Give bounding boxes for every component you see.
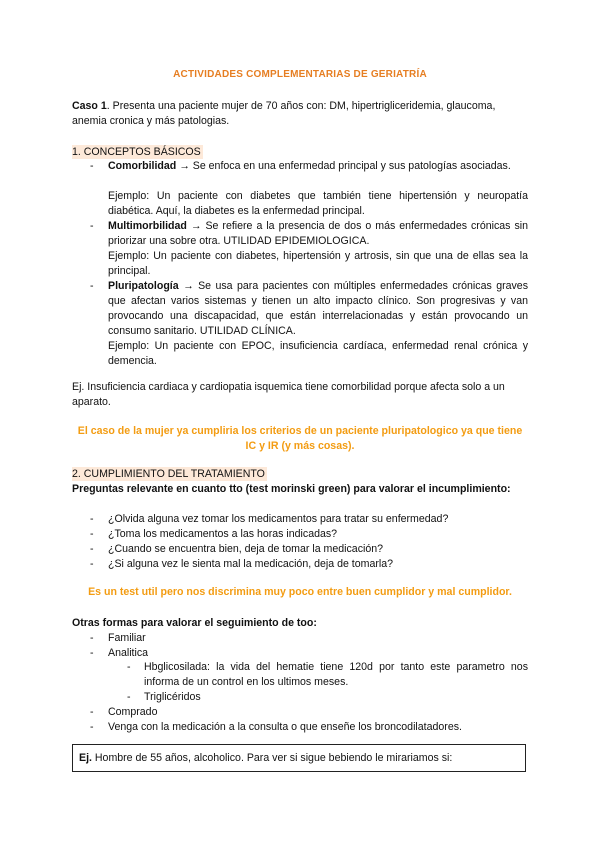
question-item: ¿Toma los medicamentos a las horas indicadas? bbox=[108, 528, 338, 540]
other-trigliceridos: Triglicéridos bbox=[144, 691, 201, 703]
bullet-dash: - bbox=[90, 647, 94, 659]
bullet-dash: - bbox=[90, 706, 94, 718]
other-venga: Venga con la medicación a la consulta o que enseñe los broncodilatadores. bbox=[108, 721, 462, 733]
question-item: ¿Cuando se encuentra bien, deja de tomar la medicación? bbox=[108, 543, 384, 555]
bullet-dash: - bbox=[90, 721, 94, 733]
question-item: ¿Si alguna vez le sienta mal la medicación, deja de tomarla? bbox=[108, 558, 394, 570]
example-box-label: Ej. bbox=[79, 752, 92, 764]
section1-highlight: El caso de la mujer ya cumpliria los criterios de un paciente pluripatologico ya que tiene IC y IR (y más cosas). bbox=[77, 425, 523, 452]
pluripatologia-term: Pluripatología bbox=[108, 280, 179, 292]
case1-label: Caso 1 bbox=[72, 100, 107, 112]
bullet-dash: - bbox=[127, 661, 131, 673]
example-box-text bbox=[79, 751, 452, 765]
section2-highlight: Es un test util pero nos discrimina muy poco entre buen cumplidor y mal cumplidor. bbox=[88, 586, 512, 598]
case1-text: . Presenta una paciente mujer de 70 años con: DM, hipertrigliceridemia, glaucoma, anemia cronica y más patologias. bbox=[72, 100, 496, 127]
multimorbilidad-item bbox=[108, 219, 528, 249]
pluripatologia-example: Ejemplo: Un paciente con EPOC, insuficiencia cardíaca, enfermedad renal crónica y demencia. bbox=[108, 340, 528, 367]
section1-heading: 1. CONCEPTOS BÁSICOS bbox=[72, 146, 201, 158]
bullet-dash: - bbox=[90, 632, 94, 644]
comorbilidad-example: Ejemplo: Un paciente con diabetes que también tiene hipertensión y neuropatía diabética. Aquí, la diabetes es la enfermedad principal. bbox=[108, 190, 528, 217]
bullet-dash: - bbox=[90, 528, 94, 540]
other-analitica: Analitica bbox=[108, 647, 149, 659]
question-item: ¿Olvida alguna vez tomar los medicamentos para tratar su enfermedad? bbox=[108, 513, 449, 525]
bullet-dash: - bbox=[90, 513, 94, 525]
bullet-dash: - bbox=[90, 220, 94, 232]
other-comprado: Comprado bbox=[108, 706, 158, 718]
bullet-dash: - bbox=[90, 280, 94, 292]
example-box bbox=[72, 744, 526, 772]
questions-title: Preguntas relevante en cuanto tto (test morinski green) para valorar el incumplimiento: bbox=[72, 483, 511, 495]
bullet-dash: - bbox=[127, 691, 131, 703]
comorbilidad-item bbox=[108, 159, 528, 174]
pluripatologia-item bbox=[108, 279, 528, 339]
pluripatologia-def: → Se usa para pacientes con múltiples enfermedades crónicas graves que afectan varios sistemas y tienen un alto impacto clínico. Son progresivas y van provocando una discapacidad, que están interrelacionadas y están provocando un consumo sanitario. UTILIDAD CLÍNICA. bbox=[108, 280, 528, 337]
bullet-dash: - bbox=[90, 558, 94, 570]
multimorbilidad-example: Ejemplo: Un paciente con diabetes, hipertensión y artrosis, sin que una de ellas sea la principal. bbox=[108, 250, 528, 277]
document-title: ACTIVIDADES COMPLEMENTARIAS DE GERIATRÍA bbox=[173, 69, 427, 80]
section1-ej: Ej. Insuficiencia cardiaca y cardiopatia isquemica tiene comorbilidad porque afecta solo a un aparato. bbox=[72, 381, 505, 408]
other-hbglicosilada: Hbglicosilada: la vida del hematie tiene 120d por tanto este parametro nos informa de un control en los ultimos meses. bbox=[144, 661, 528, 688]
bullet-dash: - bbox=[90, 160, 94, 172]
other-familiar: Familiar bbox=[108, 632, 146, 644]
section2-heading: 2. CUMPLIMIENTO DEL TRATAMIENTO bbox=[72, 468, 265, 480]
case1-paragraph bbox=[72, 99, 528, 129]
comorbilidad-def: → Se enfoca en una enfermedad principal y sus patologías asociadas. bbox=[176, 160, 511, 172]
other-title: Otras formas para valorar el seguimiento de too: bbox=[72, 617, 317, 629]
comorbilidad-term: Comorbilidad bbox=[108, 160, 177, 172]
bullet-dash: - bbox=[90, 543, 94, 555]
example-box-content: Hombre de 55 años, alcoholico. Para ver si sigue bebiendo le mirariamos si: bbox=[91, 752, 453, 764]
multimorbilidad-def: → Se refiere a la presencia de dos o más enfermedades crónicas sin priorizar una sobre otra. UTILIDAD EPIDEMIOLOGICA. bbox=[108, 220, 528, 247]
multimorbilidad-term: Multimorbilidad bbox=[108, 220, 187, 232]
